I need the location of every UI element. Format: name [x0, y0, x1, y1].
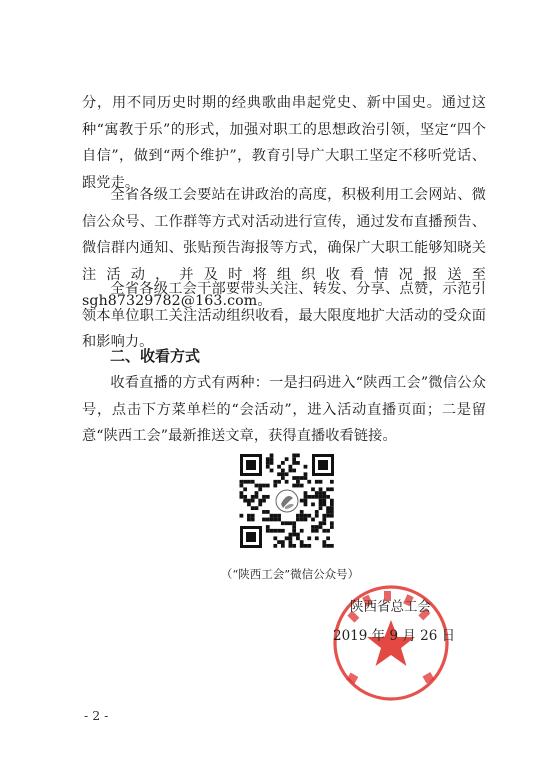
page-number: - 2 -: [84, 708, 109, 723]
sign-date: 2019 年 9 月 26 日: [333, 628, 456, 644]
paragraph-2: 全省各级工会要站在讲政治的高度，积极利用工会网站、微信公众号、工作群等方式对活动进行宣传，通过发布直播预告、微信群内通知、张贴预告海报等方式，确保广大职工能够知晓关注活动，并及时将组织收看情况报送至 sgh87329782@163.com。: [82, 187, 486, 310]
qr-code-icon: [238, 452, 336, 550]
qr-caption: （“陕西工会”微信公众号）: [220, 567, 360, 581]
signer-name: 陕西省总工会: [350, 599, 431, 615]
paragraph-3: 全省各级工会干部要带头关注、转发、分享、点赞，示范引领本单位职工关注活动组织收看，最大限度地扩大活动的受众面和影响力。: [82, 281, 486, 351]
section-heading: 二、收看方式: [110, 347, 201, 365]
paragraph-1: 分，用不同历史时期的经典歌曲串起党史、新中国史。通过这种“寓教于乐”的形式，加强对职工的思想政治引领，坚定“四个自信”，做到“两个维护”，教育引导广大职工坚定不移听党话、跟党走。: [82, 95, 486, 191]
section-paragraph: 收看直播的方式有两种：一是扫码进入“陕西工会”微信公众号，点击下方菜单栏的“会活动”，进入活动直播页面；二是留意“陕西工会”最新推送文章，获得直播收看链接。: [82, 375, 486, 445]
